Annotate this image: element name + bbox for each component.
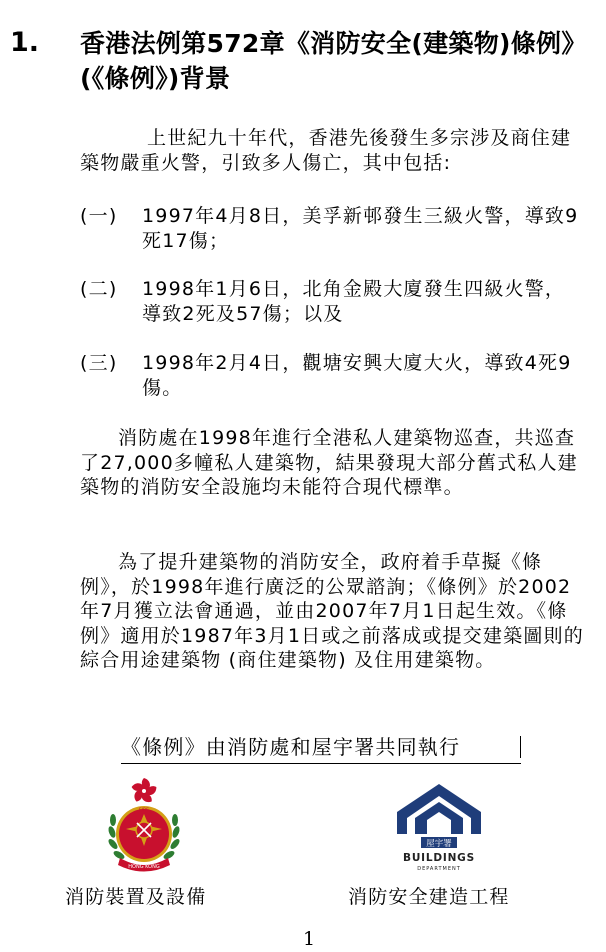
buildings-department-caption: 消防安全建造工程 (348, 886, 510, 908)
incident-text: 1998年2月4日，觀塘安興大廈大火，導致4死9傷。 (142, 352, 572, 399)
section-number: 1. (10, 27, 40, 58)
ordinance-paragraph: 為了提升建築物的消防安全，政府着手草擬《條例》，於1998年進行廣泛的公眾諮詢；《條例》於2002年7月獲立法會通過，並由2007年7月1日起生效。《條例》適用於1987年3月1日或之前落成或提交建築圖則的綜合用途建築物 (商住建築物) 及住用建築物。 (80, 551, 584, 671)
text-cursor (520, 736, 521, 758)
incident-label: (三) (80, 352, 118, 374)
incident-label: (一) (80, 205, 118, 227)
bd-logo-chinese: 屋宇署 (426, 839, 452, 849)
fire-services-emblem-icon (104, 774, 184, 876)
page-number: 1 (303, 928, 316, 950)
fire-services-logo (104, 774, 184, 876)
incident-text: 1998年1月6日，北角金殿大廈發生四級火警，導致2死及57傷；以及 (142, 278, 566, 325)
incident-item (80, 204, 585, 253)
incident-label: (二) (80, 278, 118, 300)
inspection-paragraph: 消防處在1998年進行全港私人建築物巡查，共巡查了27,000多幢私人建築物，結果發現大部分舊式私人建築物的消防安全設施均未能符合現代標準。 (80, 427, 578, 498)
enforcement-heading: 《條例》由消防處和屋宇署共同執行 (121, 735, 461, 759)
fire-services-caption: 消防裝置及設備 (65, 886, 207, 908)
enforcement-underline (121, 763, 521, 764)
incident-text: 1997年4月8日，美孚新邨發生三級火警，導致9死17傷； (142, 205, 579, 252)
section-title: 香港法例第572章《消防安全(建築物)條例》(《條例》)背景 (80, 29, 575, 93)
fire-logo-text-bottom: HONG KONG (128, 864, 160, 870)
bd-logo-sub: DEPARTMENT (417, 866, 461, 872)
incident-item (80, 351, 585, 400)
bd-logo-name: BUILDINGS (403, 852, 475, 864)
buildings-department-emblem-icon (393, 780, 485, 875)
fire-logo-text-top: FIRE (139, 808, 149, 813)
intro-paragraph: 上世紀九十年代，香港先後發生多宗涉及商住建築物嚴重火警，引致多人傷亡，其中包括: (80, 127, 572, 174)
buildings-department-logo (393, 780, 485, 875)
incident-item (80, 277, 585, 326)
